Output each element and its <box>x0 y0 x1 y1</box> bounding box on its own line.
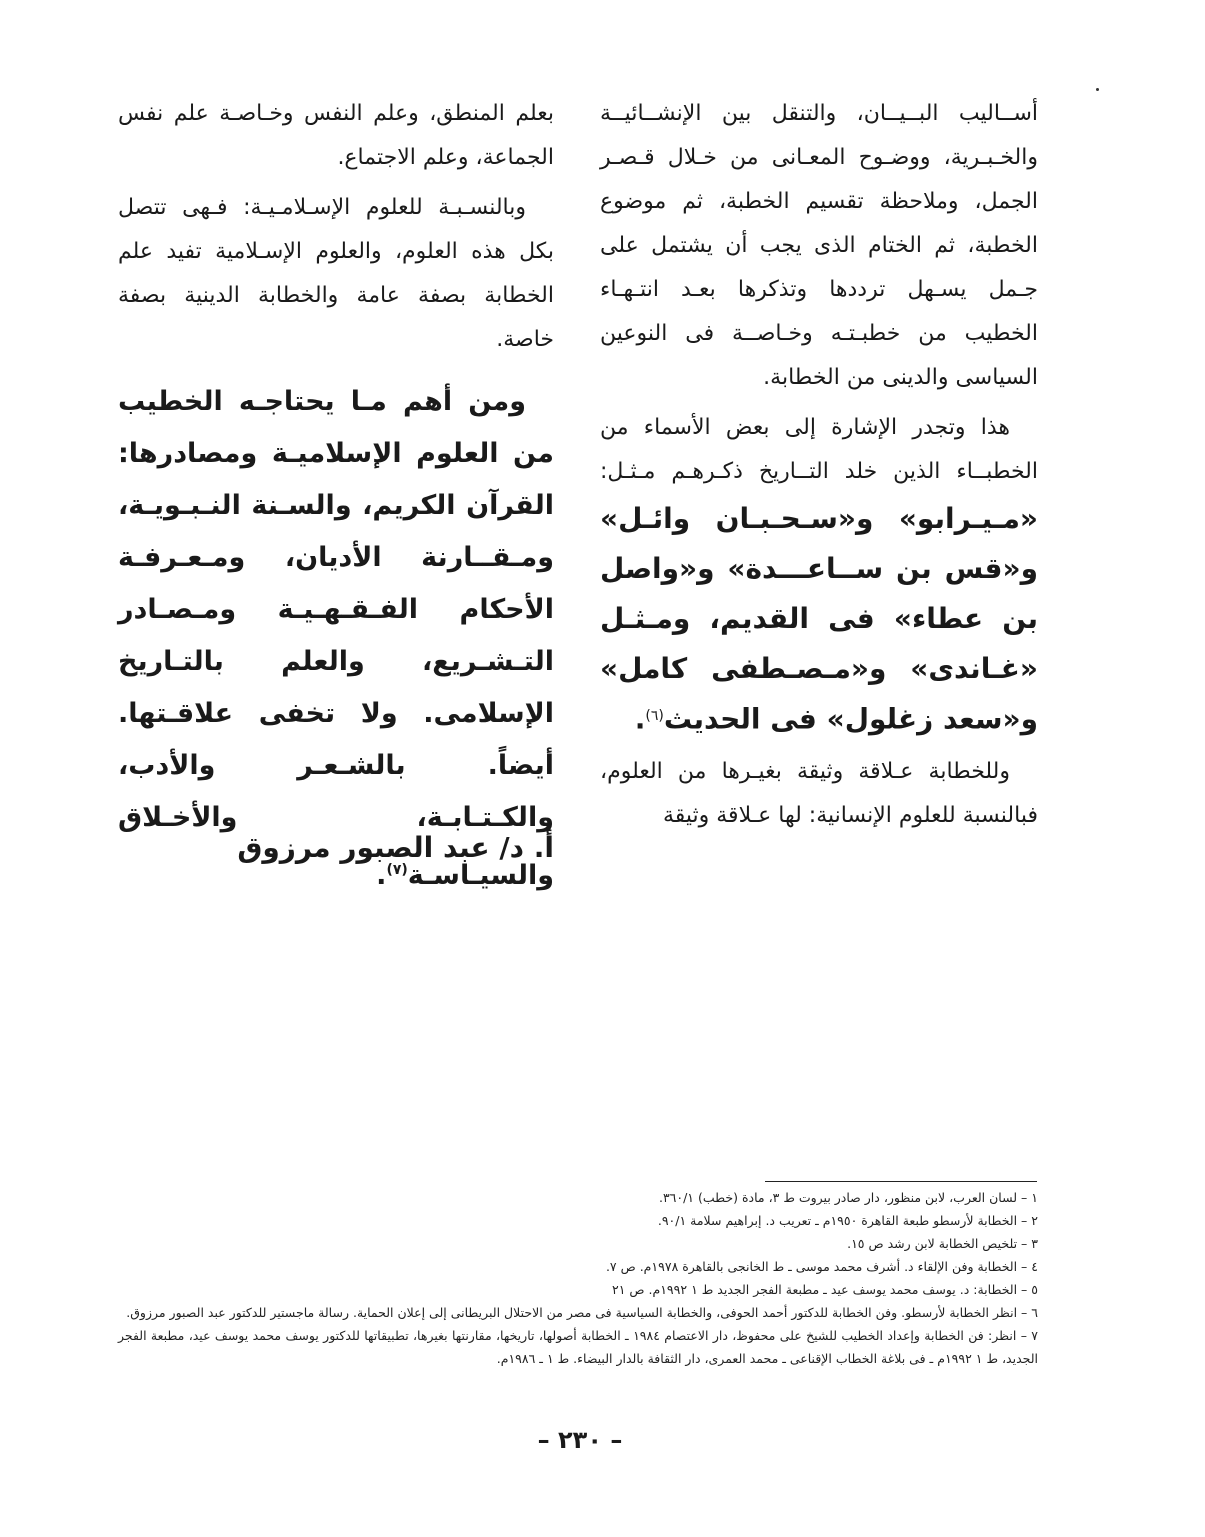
paragraph-logic-psychology: بعلم المنطق، وعلم النفس وخـاصـة علم نفس الجماعة، وعلم الاجتماع. <box>118 101 554 170</box>
page-number: – ٢٣٠ – <box>537 1426 623 1454</box>
footnote-4: ٤ – الخطابة وفن الإلقاء د. أشرف محمد موسى ـ ط الخانجى بالقاهرة ١٩٧٨م. ص ٧. <box>605 1259 1038 1274</box>
orator-needs-text: ومن أهم مـا يحتاجـه الخطيب من العلوم الإسلاميـة ومصادرها: القرآن الكريم، والسـنة النـبـويـة، ومـقــارنة الأديان، ومـعـرفـة الأحكام الفـقـهـيـة ومـصـادر التـشـريع، والعلم بالتـاريخ الإسلامى. ولا تخفى علاقـتها. أيضاً. بالشـعـر والأدب، والكـتـابـة، والأخـلاق والسيـاسـة <box>118 386 554 891</box>
footnote-2: ٢ – الخطابة لأرسطو طبعة القاهرة ١٩٥٠م ـ تعريب د. إبراهيم سلامة ٩٠/١. <box>657 1213 1038 1228</box>
orators-intro: هذا وتجدر الإشارة إلى بعض الأسماء من الخطبــاء الذين خلد التــاريخ ذكـرهـم مـثـل: <box>600 415 1038 484</box>
footnote-3: ٣ – تلخيص الخطابة لابن رشد ص ١٥. <box>847 1236 1038 1251</box>
paragraph-famous-orators: هذا وتجدر الإشارة إلى بعض الأسماء من الخطبــاء الذين خلد التــاريخ ذكـرهـم مـثـل: «مـيـرابو» و«سـحـبـان وائـل» و«قس بن ســاعـــدة» و«واصل بن عطاء» فى القديم، ومـثـل «غـاندى» و«مـصـطفى كامل» و«سعد زغلول» فى الحديث$^{(٦)}$. <box>600 415 1038 736</box>
footnote-6: ٦ – انظر الخطابة لأرسطو. وفن الخطابة للدكتور أحمد الحوفى، والخطابة السياسية فى مصر من الاحتلال البريطانى إلى إعلان الحماية. رسالة ماجستير للدكتور عبد الصبور مرزوق. <box>126 1305 1038 1320</box>
paragraph-related-sciences: وللخطابة عـلاقة وثيقة بغيـرها من العلوم، فبالنسبة للعلوم الإنسانية: لها عـلاقة وثيقة <box>600 759 1038 829</box>
footnote-5: ٥ – الخطابة: د. يوسف محمد يوسف عيد ـ مطبعة الفجر الجديد ط ١ ١٩٩٢م. ص ٢١ <box>612 1282 1038 1297</box>
paragraph-orator-needs: ومن أهم مـا يحتاجـه الخطيب من العلوم الإسلاميـة ومصادرها: القرآن الكريم، والسـنة النـبـويـة، ومـقــارنة الأديان، ومـعـرفـة الأحكام الفـقـهـيـة ومـصـادر التـشـريع، والعلم بالتـاريخ الإسلامى. ولا تخفى علاقـتها. أيضاً. بالشـعـر والأدب، والكـتـابـة، والأخـلاق والسيـاسـة$^{(٧)}$. <box>118 386 554 891</box>
scan-speck <box>1096 88 1099 91</box>
footnote-7: ٧ – انظر: فن الخطابة وإعداد الخطيب للشيخ على محفوظ، دار الاعتصام ١٩٨٤ ـ الخطابة أصولها، تاريخها، مقارنتها بغيرها، تطبيقاتها للدكتور يوسف محمد يوسف عيد، مطبعة الفجر الجديد، ط ١ ١٩٩٢م ـ فى بلاغة الخطاب الإقناعى ـ محمد العمرى، دار الثقافة بالدار البيضاء. ط ١ ـ ١٩٨٦م. <box>118 1328 1038 1366</box>
paragraph-islamic-sciences: وبالنسـبـة للعلوم الإسـلامـيـة: فـهى تتصل بكل هذه العلوم، والعلوم الإسـلامية تفيد علم الخطابة بصفة عامة والخطابة الدينية بصفة خاصة. <box>118 195 554 352</box>
footnote-ref-7[interactable]: (٧) <box>386 862 408 878</box>
footnote-divider <box>765 1181 1037 1182</box>
footnote-ref-6[interactable]: (٦) <box>645 708 664 724</box>
right-column <box>600 92 1038 844</box>
paragraph-rhetoric-styles: أســاليب البــيــان، والتنقل بين الإنشــائيــة والخـبـرية، ووضـوح المعـانى من خـلال قـصـر الجمل، وملاحظة تقسيم الخطبة، ثم موضوع الخطبة، ثم الختام الذى يجب أن يشتمل على جـمل يسـهل ترددها وتذكرها بعـد انتـهـاء الخطيب من خطبـتـه وخـاصــة فى النوعين السياسى والدينى من الخطابة. <box>600 101 1038 390</box>
author-signature: أ. د/ عبد الصبور مرزوق <box>237 831 554 864</box>
footnotes <box>118 1186 1038 1370</box>
footnote-1: ١ – لسان العرب، لابن منظور، دار صادر بيروت ط ٣، مادة (خطب) ٣٦٠/١. <box>658 1190 1038 1205</box>
orators-names: «مـيـرابو» و«سـحـبـان وائـل» و«قس بن ســاعـــدة» و«واصل بن عطاء» فى القديم، ومـثـل «غـاندى» و«مـصـطفى كامل» و«سعد زغلول» فى الحديث <box>600 502 1038 736</box>
left-column <box>118 92 554 902</box>
